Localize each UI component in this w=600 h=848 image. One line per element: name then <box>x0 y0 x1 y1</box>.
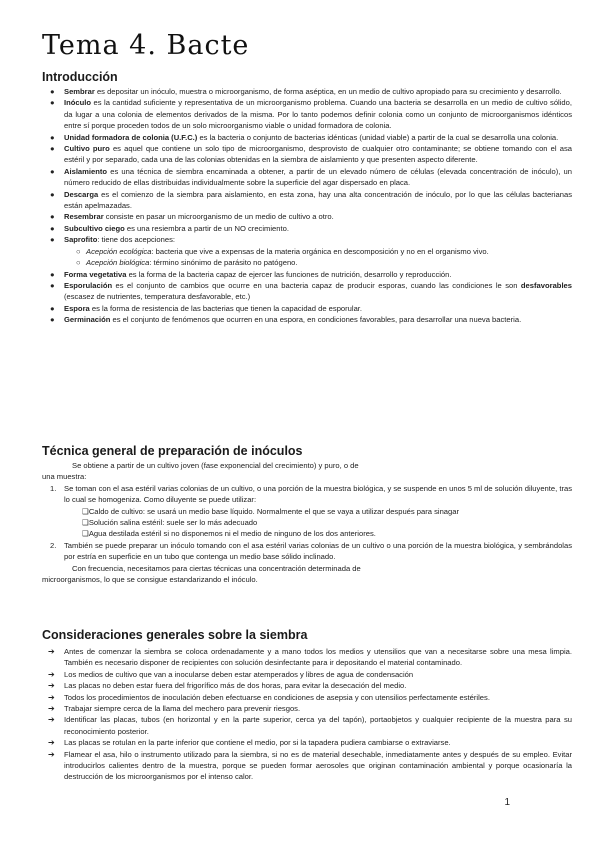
list-item <box>42 303 572 314</box>
checkbox-icon: ❑ <box>82 529 89 539</box>
circle-bullet-icon: ○ <box>76 258 81 268</box>
definition-term: Subcultivo ciego <box>64 223 125 233</box>
definition-term: Esporulación <box>64 280 113 290</box>
sub-text: : término sinónimo de parásito no patógeno. <box>149 258 298 268</box>
arrow-icon: ➔ <box>48 704 55 714</box>
list-item <box>42 223 572 234</box>
list-item <box>42 703 572 714</box>
bullet-icon: ● <box>50 98 55 108</box>
sub-text: : bacteria que vive a expensas de la materia orgánica en descomposición y no en el organismo vivo. <box>151 246 489 256</box>
definition-text: es el comienzo de la siembra para aislamiento, en esta zona, hay una alta concentración de inóculo, por lo que las células bacterianas están apelmazadas. <box>64 189 572 211</box>
definition-text: es la forma de la bacteria capaz de ejercer las funciones de nutrición, desarrollo y reproducción. <box>126 269 452 279</box>
item-text: Identificar las placas, tubos (en horizontal y en la parte superior, cerca ya del tapón), portaobjetos y cualquier recipiente de la muestra para su reconocimiento posterior. <box>64 715 572 736</box>
sub-term: Acepción ecológica <box>86 246 152 256</box>
section-heading-consideraciones: Consideraciones generales sobre la siembra <box>42 628 308 642</box>
item-text: Las placas no deben estar fuera del frigorífico más de dos horas, para evitar la desecación del medio. <box>64 681 407 691</box>
definition-term: Germinación <box>64 315 111 325</box>
list-item <box>42 132 572 143</box>
definition-text: es depositar un inóculo, muestra o microorganismo, de forma aséptica, en un medio de cultivo apropiado para su crecimiento y desarrollo. <box>94 87 562 96</box>
inoculos-block <box>42 460 572 585</box>
checkbox-list <box>42 506 572 540</box>
arrow-icon: ➔ <box>48 715 55 725</box>
sub-term: Acepción biológica <box>86 258 150 268</box>
checkbox-item <box>42 506 572 517</box>
definition-text: consiste en pasar un microorganismo de un medio de cultivo a otro. <box>103 212 334 222</box>
list-item <box>42 280 572 303</box>
list-item <box>42 669 572 680</box>
definition-text: es una resiembra a partir de un NO crecimiento. <box>124 223 289 233</box>
list-item <box>42 737 572 748</box>
definition-term: desfavorables <box>520 280 572 290</box>
bullet-icon: ● <box>50 235 55 245</box>
definition-term: Sembrar <box>64 87 95 96</box>
list-item <box>42 314 572 325</box>
bullet-icon: ● <box>50 132 55 142</box>
definition-term: Inóculo <box>64 98 91 108</box>
definition-text: es la forma de resistencia de las bacterias que tienen la capacidad de esporular. <box>89 303 363 313</box>
bullet-icon: ● <box>50 144 55 154</box>
bullet-icon: ● <box>50 303 55 313</box>
checkbox-text: Solución salina estéril: suele ser lo más adecuado <box>88 518 258 528</box>
list-item <box>42 749 572 783</box>
page-number: 1 <box>504 797 510 808</box>
definition-text: es el conjunto de fenómenos que ocurren en una espora, en condiciones favorables, para desarrollar una nueva bacteria. <box>110 315 522 325</box>
bullet-icon: ● <box>50 280 55 290</box>
list-item <box>42 540 572 563</box>
definition-term: Aislamiento <box>64 166 108 176</box>
checkbox-text: Agua destilada estéril si no disponemos ni el medio de ninguno de los dos anteriores. <box>88 529 376 539</box>
item-text: Todos los procedimientos de inoculación deben efectuarse en condiciones de asepsia y con utensilios perfectamente estériles. <box>64 692 490 702</box>
definition-term: Unidad formadora de colonia (U.F.C.) <box>64 132 198 142</box>
definition-term: Espora <box>64 303 90 313</box>
definition-text: (escasez de nutrientes, temperatura desfavorable, etc.) <box>64 292 251 302</box>
arrow-icon: ➔ <box>48 692 55 702</box>
bullet-icon: ● <box>50 189 55 199</box>
definition-term: Forma vegetativa <box>64 269 127 279</box>
circle-bullet-icon: ○ <box>76 246 81 256</box>
item-text: Antes de comenzar la siembra se coloca ordenadamente y a mano todos los medios y utensilios que van a necesitarse sobre una mesa limpia. También es necesario disponer de recipientes con solución desinfectante para ir depositando el material contaminado. <box>64 647 572 668</box>
step-number: 1. <box>50 483 57 493</box>
arrow-icon: ➔ <box>48 681 55 691</box>
arrow-icon: ➔ <box>48 738 55 748</box>
item-text: Los medios de cultivo que van a inocularse deben estar atemperados y libres de agua de condensación <box>64 669 414 679</box>
inoculos-intro: Se obtiene a partir de un cultivo joven (fase exponencial del crecimiento) y puro, o de <box>72 461 359 470</box>
list-item <box>42 269 572 280</box>
definition-text: es la cantidad suficiente y representativa de un microorganismo problema. Cuando una bacteria se desarrolla en un medio de cultivo sólido, da lugar a una colonia de elementos derivados de la misma. Por lo tanto podemos definir colonia como un conjunto de microorganismos idénticos entre sí porque proceden todos de un solo microorganismo viable o unidad formadora de colonia. <box>64 98 572 131</box>
arrow-icon: ➔ <box>48 669 55 679</box>
definition-term: Cultivo puro <box>64 144 110 154</box>
definition-term: Descarga <box>64 189 99 199</box>
checkbox-item <box>42 517 572 528</box>
checkbox-icon: ❑ <box>82 518 89 528</box>
section-heading-introduccion: Introducción <box>42 70 118 84</box>
list-item <box>42 692 572 703</box>
definition-text: es la bacteria o conjunto de bacterias idénticas (unidad viable) a partir de la cual se desarrolla una colonia. <box>197 132 559 142</box>
bullet-icon: ● <box>50 269 55 279</box>
list-item <box>42 234 572 245</box>
definition-text: es aquel que contiene un solo tipo de microorganismo, desprovisto de cualquier otro contaminante; se obtiene tomando con el asa estéril y por separado, cada una de las colonias obtenidas en la siembra de aislamiento y que presenten aspecto diferente. <box>64 144 573 165</box>
sub-list-item <box>42 257 572 268</box>
bullet-icon: ● <box>50 166 55 176</box>
list-item <box>42 483 572 506</box>
list-item <box>42 646 572 669</box>
inoculos-outro-cont: microorganismos, lo que se consigue estandarizando el inóculo. <box>42 575 258 585</box>
sub-list-item <box>42 246 572 257</box>
step-text: También se puede preparar un inóculo tomando con el asa estéril varias colonias de un cultivo o una porción de la muestra biológica, y sembrándolas por estría en superficie en un tubo que contenga un medio base sólido inclinado. <box>64 540 572 562</box>
list-item <box>42 211 572 222</box>
definition-text: es el conjunto de cambios que ocurre en una bacteria capaz de producir esporas, cuando las condiciones le son <box>112 280 521 290</box>
step-text: Se toman con el asa estéril varias colonias de un cultivo, o una porción de la muestra biológica, y se suspende en unos 5 ml de solución diluyente, tras lo cual se homogeniza. Como diluyente se puede utilizar: <box>64 483 572 505</box>
inoculos-intro-cont: una muestra: <box>42 472 87 482</box>
item-text: Las placas se rotulan en la parte inferior que contiene el medio, por si la tapadera pudiera cambiarse o extraviarse. <box>64 738 451 748</box>
list-item <box>42 143 572 166</box>
arrow-icon: ➔ <box>48 749 55 759</box>
checkbox-item <box>42 528 572 539</box>
page-title: Tema 4. Bacte <box>42 30 250 61</box>
definition-term: Saprofito <box>64 235 98 245</box>
list-item <box>42 97 572 131</box>
list-item <box>42 714 572 737</box>
definition-text: : tiene dos acepciones: <box>97 235 176 245</box>
definition-term: Resembrar <box>64 212 104 222</box>
list-item <box>42 166 572 189</box>
consideraciones-list <box>42 646 572 783</box>
list-item <box>42 86 572 97</box>
arrow-icon: ➔ <box>48 647 55 656</box>
intro-list <box>42 86 572 326</box>
step-number: 2. <box>50 540 57 550</box>
section-heading-inoculos: Técnica general de preparación de inóculos <box>42 444 303 458</box>
list-item <box>42 680 572 691</box>
checkbox-icon: ❑ <box>82 506 89 516</box>
bullet-icon: ● <box>50 212 55 222</box>
bullet-icon: ● <box>50 315 55 325</box>
bullet-icon: ● <box>50 87 55 96</box>
item-text: Trabajar siempre cerca de la llama del mechero para prevenir riesgos. <box>64 704 301 714</box>
checkbox-text: Caldo de cultivo: se usará un medio base líquido. Normalmente el que se vaya a utilizar después para sinagar <box>88 506 460 516</box>
definition-text: es una técnica de siembra encaminada a obtener, a partir de un elevado número de células (elevada concentración de inóculo), un número reducido de ellas distribuidas individualmente sobre la superficie del agar dispersado en placa. <box>64 166 572 188</box>
item-text: Flamear el asa, hilo o instrumento utilizado para la siembra, si no es de material desechable, inmediatamente antes y después de su empleo. Evitar introducirlos calientes dentro de la muestra, porque se pueden formar aerosoles que originan contaminación ambiental y porque ocasionaría la destrucción de los microorganismos por el intenso calor. <box>64 749 572 782</box>
bullet-icon: ● <box>50 223 55 233</box>
inoculos-outro: Con frecuencia, necesitamos para ciertas técnicas una concentración determinada de <box>72 563 361 573</box>
list-item <box>42 189 572 212</box>
